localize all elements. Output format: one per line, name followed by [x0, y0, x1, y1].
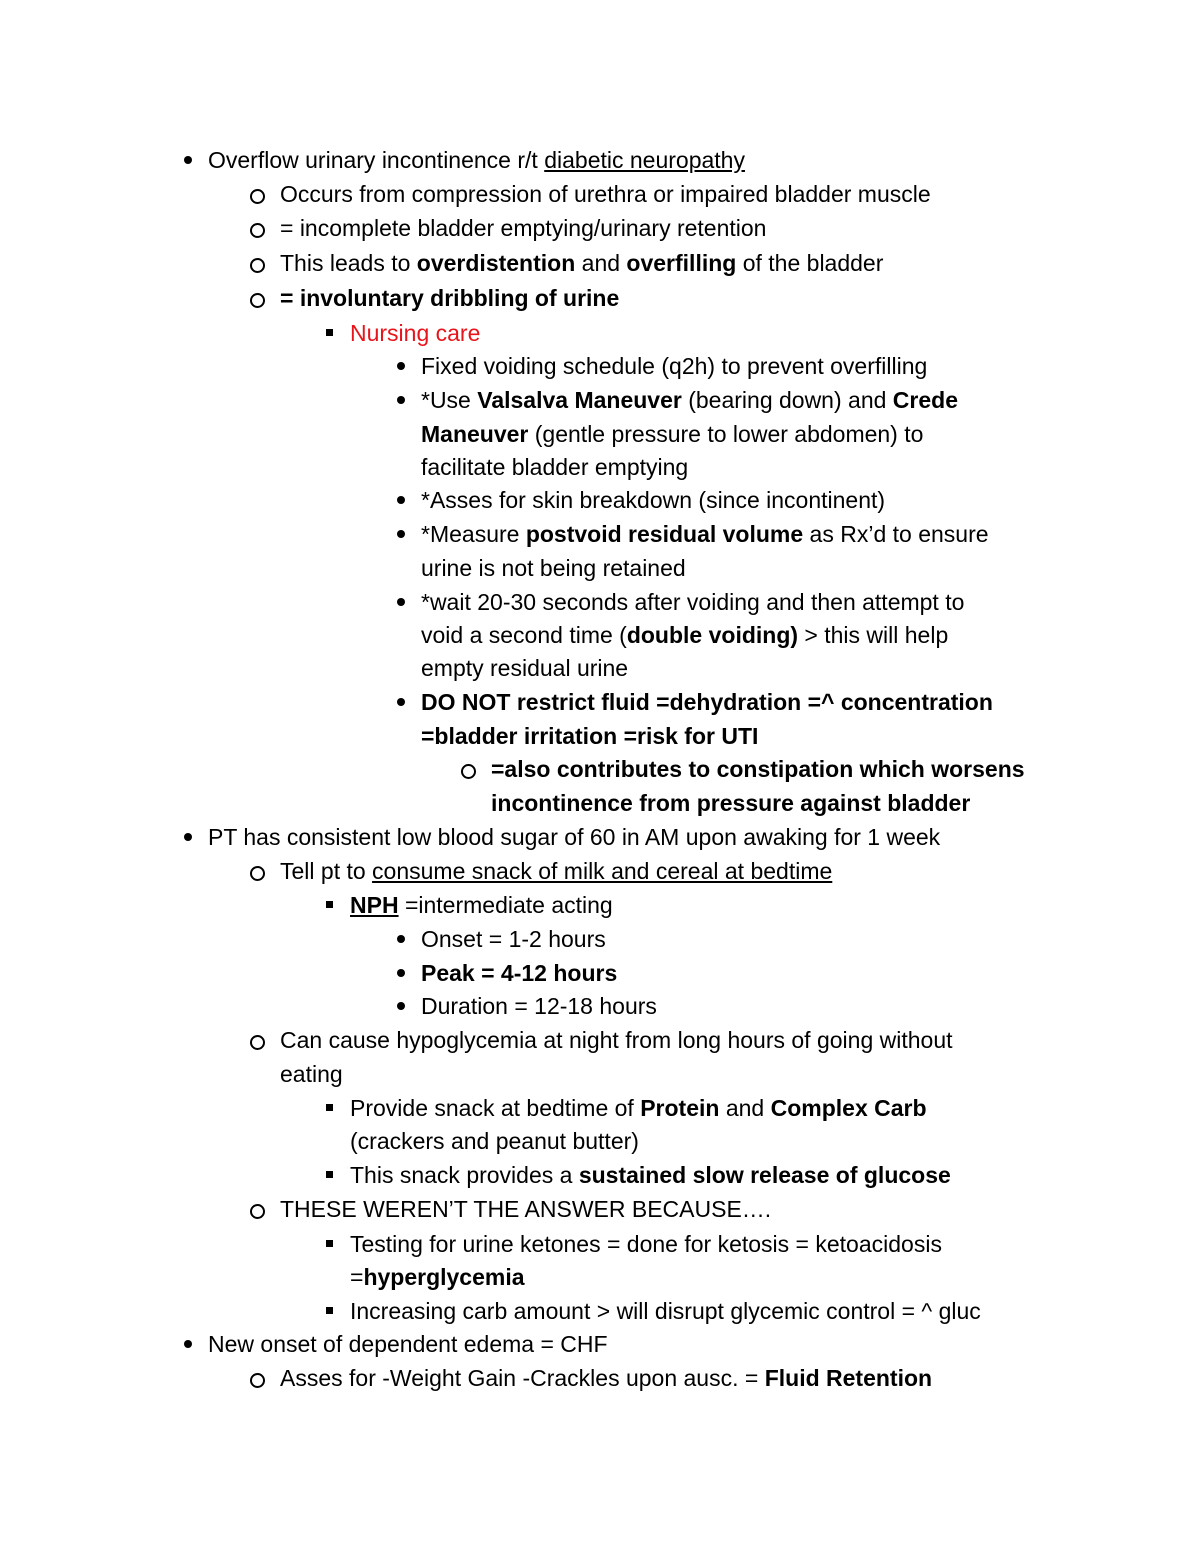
text-run: =intermediate acting: [398, 892, 613, 918]
outline-line: [350, 1160, 951, 1190]
bullet-circle-icon: [247, 179, 267, 209]
text-run: Testing for urine ketones = done for ketosis = ketoacidosis: [350, 1231, 942, 1257]
outline-line: [280, 213, 766, 243]
text-run: postvoid residual volume: [525, 521, 804, 547]
bullet-circle-icon: [247, 248, 267, 278]
outline-line: [421, 351, 927, 381]
bullet-square-icon: [320, 890, 340, 920]
outline-line: [350, 318, 480, 348]
text-run: Fluid Retention: [764, 1365, 933, 1391]
bullet-dot-icon: [391, 587, 411, 617]
text-run: Fixed voiding schedule (q2h) to prevent overfilling: [421, 353, 928, 379]
text-run: Onset = 1-2 hours: [421, 926, 606, 952]
text-run: DO NOT restrict fluid =dehydration =^ concentration: [421, 689, 993, 715]
text-run: overfilling: [626, 250, 737, 276]
outline-line: [421, 653, 628, 683]
bullet-dot-icon: [391, 924, 411, 954]
outline-line: [280, 1363, 932, 1393]
text-run: consume snack of milk and cereal at bedtime: [372, 858, 833, 884]
text-run: This snack provides a: [350, 1162, 579, 1188]
text-run: hyperglycemia: [363, 1264, 525, 1290]
text-run: (crackers and peanut butter): [350, 1128, 639, 1154]
text-run: as Rx’d to ensure: [803, 521, 989, 547]
outline-line: [491, 788, 970, 818]
text-run: Valsalva Maneuver: [477, 387, 682, 413]
bullet-circle-icon: [247, 1025, 267, 1055]
text-run: Maneuver: [421, 421, 529, 447]
outline-line: [421, 519, 989, 549]
outline-line: [280, 248, 883, 278]
outline-line: [491, 754, 1025, 784]
bullet-circle-icon: [247, 1363, 267, 1393]
text-run: Protein: [640, 1095, 720, 1121]
bullet-circle-icon: [247, 213, 267, 243]
outline-line: [350, 890, 613, 920]
text-run: =: [350, 1264, 364, 1290]
text-run: sustained slow release of glucose: [578, 1162, 951, 1188]
text-run: > this will help: [798, 622, 949, 648]
text-run: and: [575, 250, 627, 276]
outline-line: [421, 721, 758, 751]
text-run: void a second time (: [421, 622, 627, 648]
outline-line: [421, 452, 688, 482]
bullet-circle-icon: [247, 856, 267, 886]
text-run: *Use: [421, 387, 478, 413]
text-run: Asses for -Weight Gain -Crackles upon ausc. =: [280, 1365, 765, 1391]
outline-line: [280, 1059, 343, 1089]
text-run: empty residual urine: [421, 655, 629, 681]
outline-line: [208, 145, 745, 175]
text-run: Peak = 4-12 hours: [421, 960, 618, 986]
outline-line: [350, 1296, 981, 1326]
outline-line: [421, 485, 885, 515]
outline-line: [421, 385, 958, 415]
text-run: =also contributes to constipation which worsens: [491, 756, 1025, 782]
bullet-dot-icon: [391, 385, 411, 415]
bullet-circle-icon: [247, 283, 267, 313]
text-run: incontinence from pressure against bladder: [491, 790, 971, 816]
bullet-square-icon: [320, 1160, 340, 1190]
outline-line: [280, 179, 931, 209]
text-run: Can cause hypoglycemia at night from long hours of going without: [280, 1027, 953, 1053]
outline-line: [280, 283, 619, 313]
bullet-dot-icon: [391, 958, 411, 988]
outline-line: [280, 1025, 953, 1055]
text-run: *Measure: [421, 521, 526, 547]
outline-line: [280, 1194, 771, 1224]
text-run: Duration = 12-18 hours: [421, 993, 657, 1019]
outline-line: [350, 1229, 942, 1259]
text-run: Complex Carb: [770, 1095, 927, 1121]
outline-line: [421, 958, 617, 988]
bullet-dot-icon: [178, 822, 198, 852]
outline-line: [421, 553, 686, 583]
bullet-dot-icon: [391, 519, 411, 549]
text-run: and: [719, 1095, 771, 1121]
text-run: (gentle pressure to lower abdomen) to: [528, 421, 924, 447]
text-run: PT has consistent low blood sugar of 60 in AM upon awaking for 1 week: [208, 824, 941, 850]
text-run: = involuntary dribbling of urine: [280, 285, 620, 311]
outline-line: [421, 924, 606, 954]
text-run: *Asses for skin breakdown (since incontinent): [421, 487, 886, 513]
outline-line: [421, 620, 948, 650]
text-run: =bladder irritation =risk for UTI: [421, 723, 759, 749]
text-run: THESE WEREN’T THE ANSWER BECAUSE….: [280, 1196, 772, 1222]
text-run: eating: [280, 1061, 343, 1087]
bullet-dot-icon: [178, 145, 198, 175]
text-run: Overflow urinary incontinence r/t: [208, 147, 545, 173]
text-run: This leads to: [280, 250, 417, 276]
bullet-circle-icon: [247, 1194, 267, 1224]
text-run: NPH: [350, 892, 399, 918]
bullet-dot-icon: [391, 687, 411, 717]
text-run: New onset of dependent edema = CHF: [208, 1331, 608, 1357]
text-run: Provide snack at bedtime of: [350, 1095, 641, 1121]
outline-line: [421, 419, 923, 449]
outline-line: [208, 1329, 608, 1359]
bullet-dot-icon: [391, 351, 411, 381]
text-run: Nursing care: [350, 320, 481, 346]
text-run: (bearing down) and: [681, 387, 893, 413]
text-run: *wait 20-30 seconds after voiding and then attempt to: [421, 589, 965, 615]
bullet-square-icon: [320, 1093, 340, 1123]
text-run: of the bladder: [736, 250, 884, 276]
text-run: facilitate bladder emptying: [421, 454, 689, 480]
outline-line: [350, 1093, 927, 1123]
bullet-dot-icon: [391, 485, 411, 515]
text-run: double voiding): [626, 622, 799, 648]
text-run: urine is not being retained: [421, 555, 686, 581]
outline-line: [350, 1126, 639, 1156]
outline-line: [421, 687, 993, 717]
text-run: Increasing carb amount > will disrupt glycemic control = ^ gluc: [350, 1298, 981, 1324]
outline-line: [421, 991, 657, 1021]
text-run: overdistention: [416, 250, 576, 276]
text-run: diabetic neuropathy: [544, 147, 745, 173]
bullet-square-icon: [320, 318, 340, 348]
text-run: = incomplete bladder emptying/urinary retention: [280, 215, 767, 241]
text-run: Tell pt to: [280, 858, 373, 884]
outline-line: [421, 587, 964, 617]
bullet-dot-icon: [391, 991, 411, 1021]
bullet-square-icon: [320, 1296, 340, 1326]
outline-line: [350, 1262, 525, 1292]
text-run: Occurs from compression of urethra or impaired bladder muscle: [280, 181, 931, 207]
outline-line: [280, 856, 832, 886]
outline-line: [208, 822, 940, 852]
text-run: Crede: [892, 387, 958, 413]
bullet-dot-icon: [178, 1329, 198, 1359]
bullet-circle-icon: [458, 754, 478, 784]
bullet-square-icon: [320, 1229, 340, 1259]
